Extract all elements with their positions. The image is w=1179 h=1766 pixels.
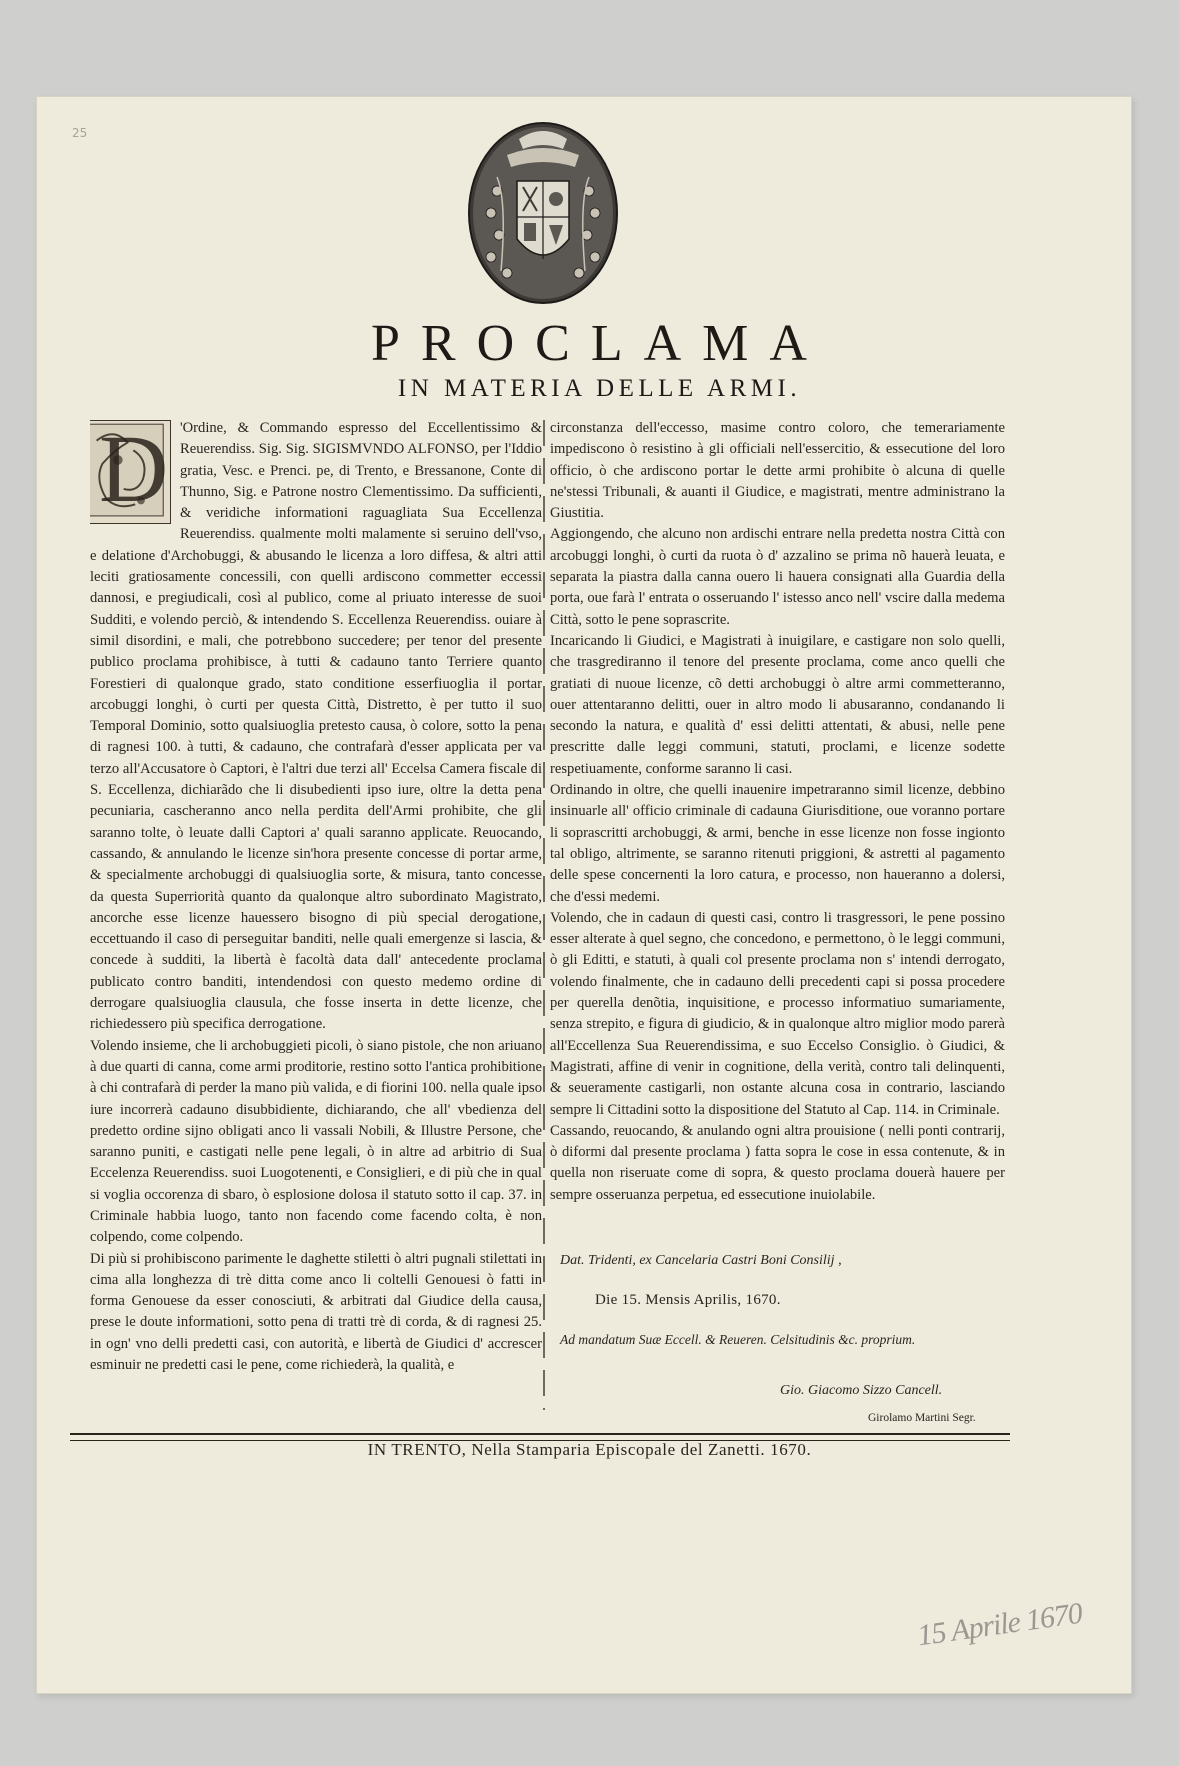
right-text-column [550,418,1005,1258]
right-paragraph: circonstanza dell'eccesso, masime contro coloro, che temerariamente impediscono ò resistino à gli officiali nell'essercitio, & essecutione del loro officio, ò che ardiscono portar le dette armi prohibite ò alcuna di quelle ne'stessi Tribunali, & auanti il Giudice, e magistrati, mentre administrano la Giustitia. [550,420,1005,522]
left-text-column [90,418,542,1433]
proclamation-subtitle: IN MATERIA DELLE ARMI. [397,375,802,402]
left-paragraph: Di più si prohibiscono parimente le daghette stiletti ò altri pugnali stilettati in cima alla longhezza di trè ditta come anco li coltelli Genouesi ò fatti in forma Genouese da esser conosciuti, & arbitrati dal Giudice della causa, prese le doute informationi, sotto pena di tratti trè di corda, & di ragnesi 25. in ogn' vno delli predetti casi, con autorità, e libertà de Giudici d' accrescer esminuir ne predetti casi le pene, come richiederà, la qualità, e [90,1250,542,1374]
coat-of-arms-emblem [467,121,619,305]
left-paragraph: Volendo insieme, che li archobuggieti picoli, ò siano pistole, che non ariuano à due quarti di canna, come armi proditorie, restino sotto l'antica prohibitione à chi contrafarà di perder la mano più valida, e di fiorini 100. nella quale ipso iure incorrerà cadauno disubbidiente, dichiarando, che all' vbedienza del predetto ordine sijno obligati anco li vassali Nobili, & Illustre Persone, che saranno puniti, e castigati nelle pene legali, ò in altre ad arbitrio di Sua Eccelenza Reuerendiss. suoi Luogotenenti, e Consiglieri, e di più che in qual si voglia occorenza di sbaro, ò esplosione dolosa il statuto sotto il cap. 37. in Criminale habbia luogo, tanto non facendo come facendo colta, è non colpendo, come colpendo. [90,1037,542,1246]
pencil-folio-number: 25 [72,126,88,140]
left-paragraph: 'Ordine, & Commando espresso del Eccellentissimo & Reuerendiss. Sig. Sig. SIGISMVNDO ALFONSO, per l'Iddio gratia, Vesc. e Prenci. pe, di Trento, e Bressanone, Conte di Thunno, Sig. e Patrone nostro Clementissimo. Da sufficienti, & veridiche informationi raguagliata Sua Eccellenza Reuerendiss. qualmente molti malamente si seruino dell'vso, e delatione d'Archobuggi, & abusando le licenza a loro diffesa, & altri atti leciti gratiosamente concessili, con quelli ardiscono commetter eccessi dannosi, e pregiudicali, così al publico, come al priuato interesse de suoi Sudditi, e volendo perciò, & intendendo S. Eccellenza Reuerendiss. ouiare à simil disordini, e mali, che potrebbono succedere; per tenor del presente publico proclama prohibisce, à tutti & cadauno tanto Terriere quanto Forestieri di qualonque grado, stato conditione esserfiuoglia il portar arcobuggi longhi, ò curti per questa Città, Distretto, è per tutto il suo Temporal Dominio, sotto qualsiuoglia pretesto causa, ò colore, sotto la pena di ragnesi 100. à tutti, & cadauno, che contrafarà d'esser applicata per va terzo all'Accusatore ò Captori, è l'altri due terzi all' Eccelsa Camera fiscale di S. Eccellenza, dichiarãdo che li disubedienti ipso iure, oltre la detta pena pecuniaria, cascheranno anco nella perdita dell'Armi prohibite, che gli saranno tolte, ò leuate dalli Captori a' quali saranno applicate. Reuocando, cassando, & annulando le licenze sin'hora presente concesse di portar arme, & specialmente archobuggi di qualsiuoglia sorte, & misura, tanto concesse da questa Superriorità quanto da qualonque altro subordinato Magistrato, ancorche esse licenze hauessero bisogno di più special derogatione, eccettuando il caso di perseguitar banditi, nelle quali emergenze si lascia, & concede à sudditi, la libertà è facoltà data dall' antecedente proclama publicato contro banditi, intendendosi con questo medemo ordine di derrogare qualsiuoglia clausula, che fosse inserta in dette licenze, che richiedessero più specifica derrogatione. [90,420,542,1033]
signature-secretary: Girolamo Martini Segr. [868,1412,976,1424]
dat-line: Dat. Tridenti, ex Cancelaria Castri Boni Consilij , [560,1253,842,1268]
mandatum-line: Ad mandatum Suæ Eccell. & Reueren. Celsitudinis &c. proprium. [560,1332,916,1347]
decorated-initial-letter: D [99,418,169,522]
date-line: Die 15. Mensis Aprilis, 1670. [595,1292,781,1308]
right-paragraph: Incaricando li Giudici, e Magistrati à inuigilare, e castigare non solo quelli, che trasgrediranno il tenore del presente proclama, come anco quelli che gratiati di nuoue licenze, cõ detti archobuggi ò altre armi commetteranno, ouer attentaranno delitti, ouer in altro modo li abusaranno, condanando li secondo la natura, e qualità d' essi delitti attentati, & abusi, nelle pene prescritte dalle leggi communi, statuti, proclami, e licenze sodette respetiuamente, conforme saranno li casi. [550,632,1005,777]
right-paragraph: Cassando, reuocando, & anulando ogni altra prouisione ( nelli ponti contrarij, ò diformi dal presente proclama ) fatta sopra le cose in essa contenute, & in quella non riseruate come di sopra, & questo proclama douerà hauere per sempre osseruanza perpetua, ed essecutione inuiolabile. [550,1122,1005,1203]
proclamation-title: PROCLAMA [371,315,828,372]
right-paragraph: Volendo, che in cadaun di questi casi, contro li trasgressori, le pene possino esser alterate à quel segno, che concedono, e permettono, ò le leggi communi, ò gli Editti, e statuti, à quali col presente proclama non s' intendi derrogato, volendo finalmente, che in cadauno delli precedenti capi si possa procedere per querella denõtia, inquisitione, e processo informatiuo sumariamente, senza strepito, e figura di giudicio, & in qualonque altro miglior modo parerà all'Eccellenza Sua Reuerendissima, e suo Eccelso Consiglio. ò Giudici, & Magistrati, affine di venir in cognitione, della verità, contro tali delinquenti, & seueramente castigarli, non ostante alcuna cosa in contrario, lasciando sempre li Cittadini sotto la dispositione del Statuto al Cap. 114. in Criminale. [550,909,1005,1118]
signature-chancellor: Gio. Giacomo Sizzo Cancell. [780,1383,943,1398]
column-divider [543,420,545,1410]
right-paragraph: Ordinando in oltre, che quelli inauenire impetraranno simil licenze, debbino insinuarle all' officio criminale di cadauna Giurisditione, oue voranno portare li soprascritti archobuggi, & armi, benche in esse licenze non fosse ingionto tal obligo, altrimente, se saranno ritenuti priggioni, & astretti al pagamento delle spese concernenti la loro catura, e processo, non haueranno a dolersi, che d'essi medemi. [550,782,1005,905]
handwritten-pencil-date: 15 Aprile 1670 [915,1596,1084,1653]
right-paragraph: Aggiongendo, che alcuno non ardischi entrare nella predetta nostra Città con arcobuggi longhi, ò curti da ruota ò d' azzalino se prima nõ hauerà leuata, e separata la piastra dalla canna ouero li hauera consignati alla Guardia della porta, oue farà l' entrata o osseruando l' istesso anco nell' vscire dalla medema Città, sotto le pene soprascrite. [550,526,1005,628]
printer-imprint: IN TRENTO, Nella Stamparia Episcopale del Zanetti. 1670. [367,1440,812,1459]
decorated-initial [90,420,171,524]
